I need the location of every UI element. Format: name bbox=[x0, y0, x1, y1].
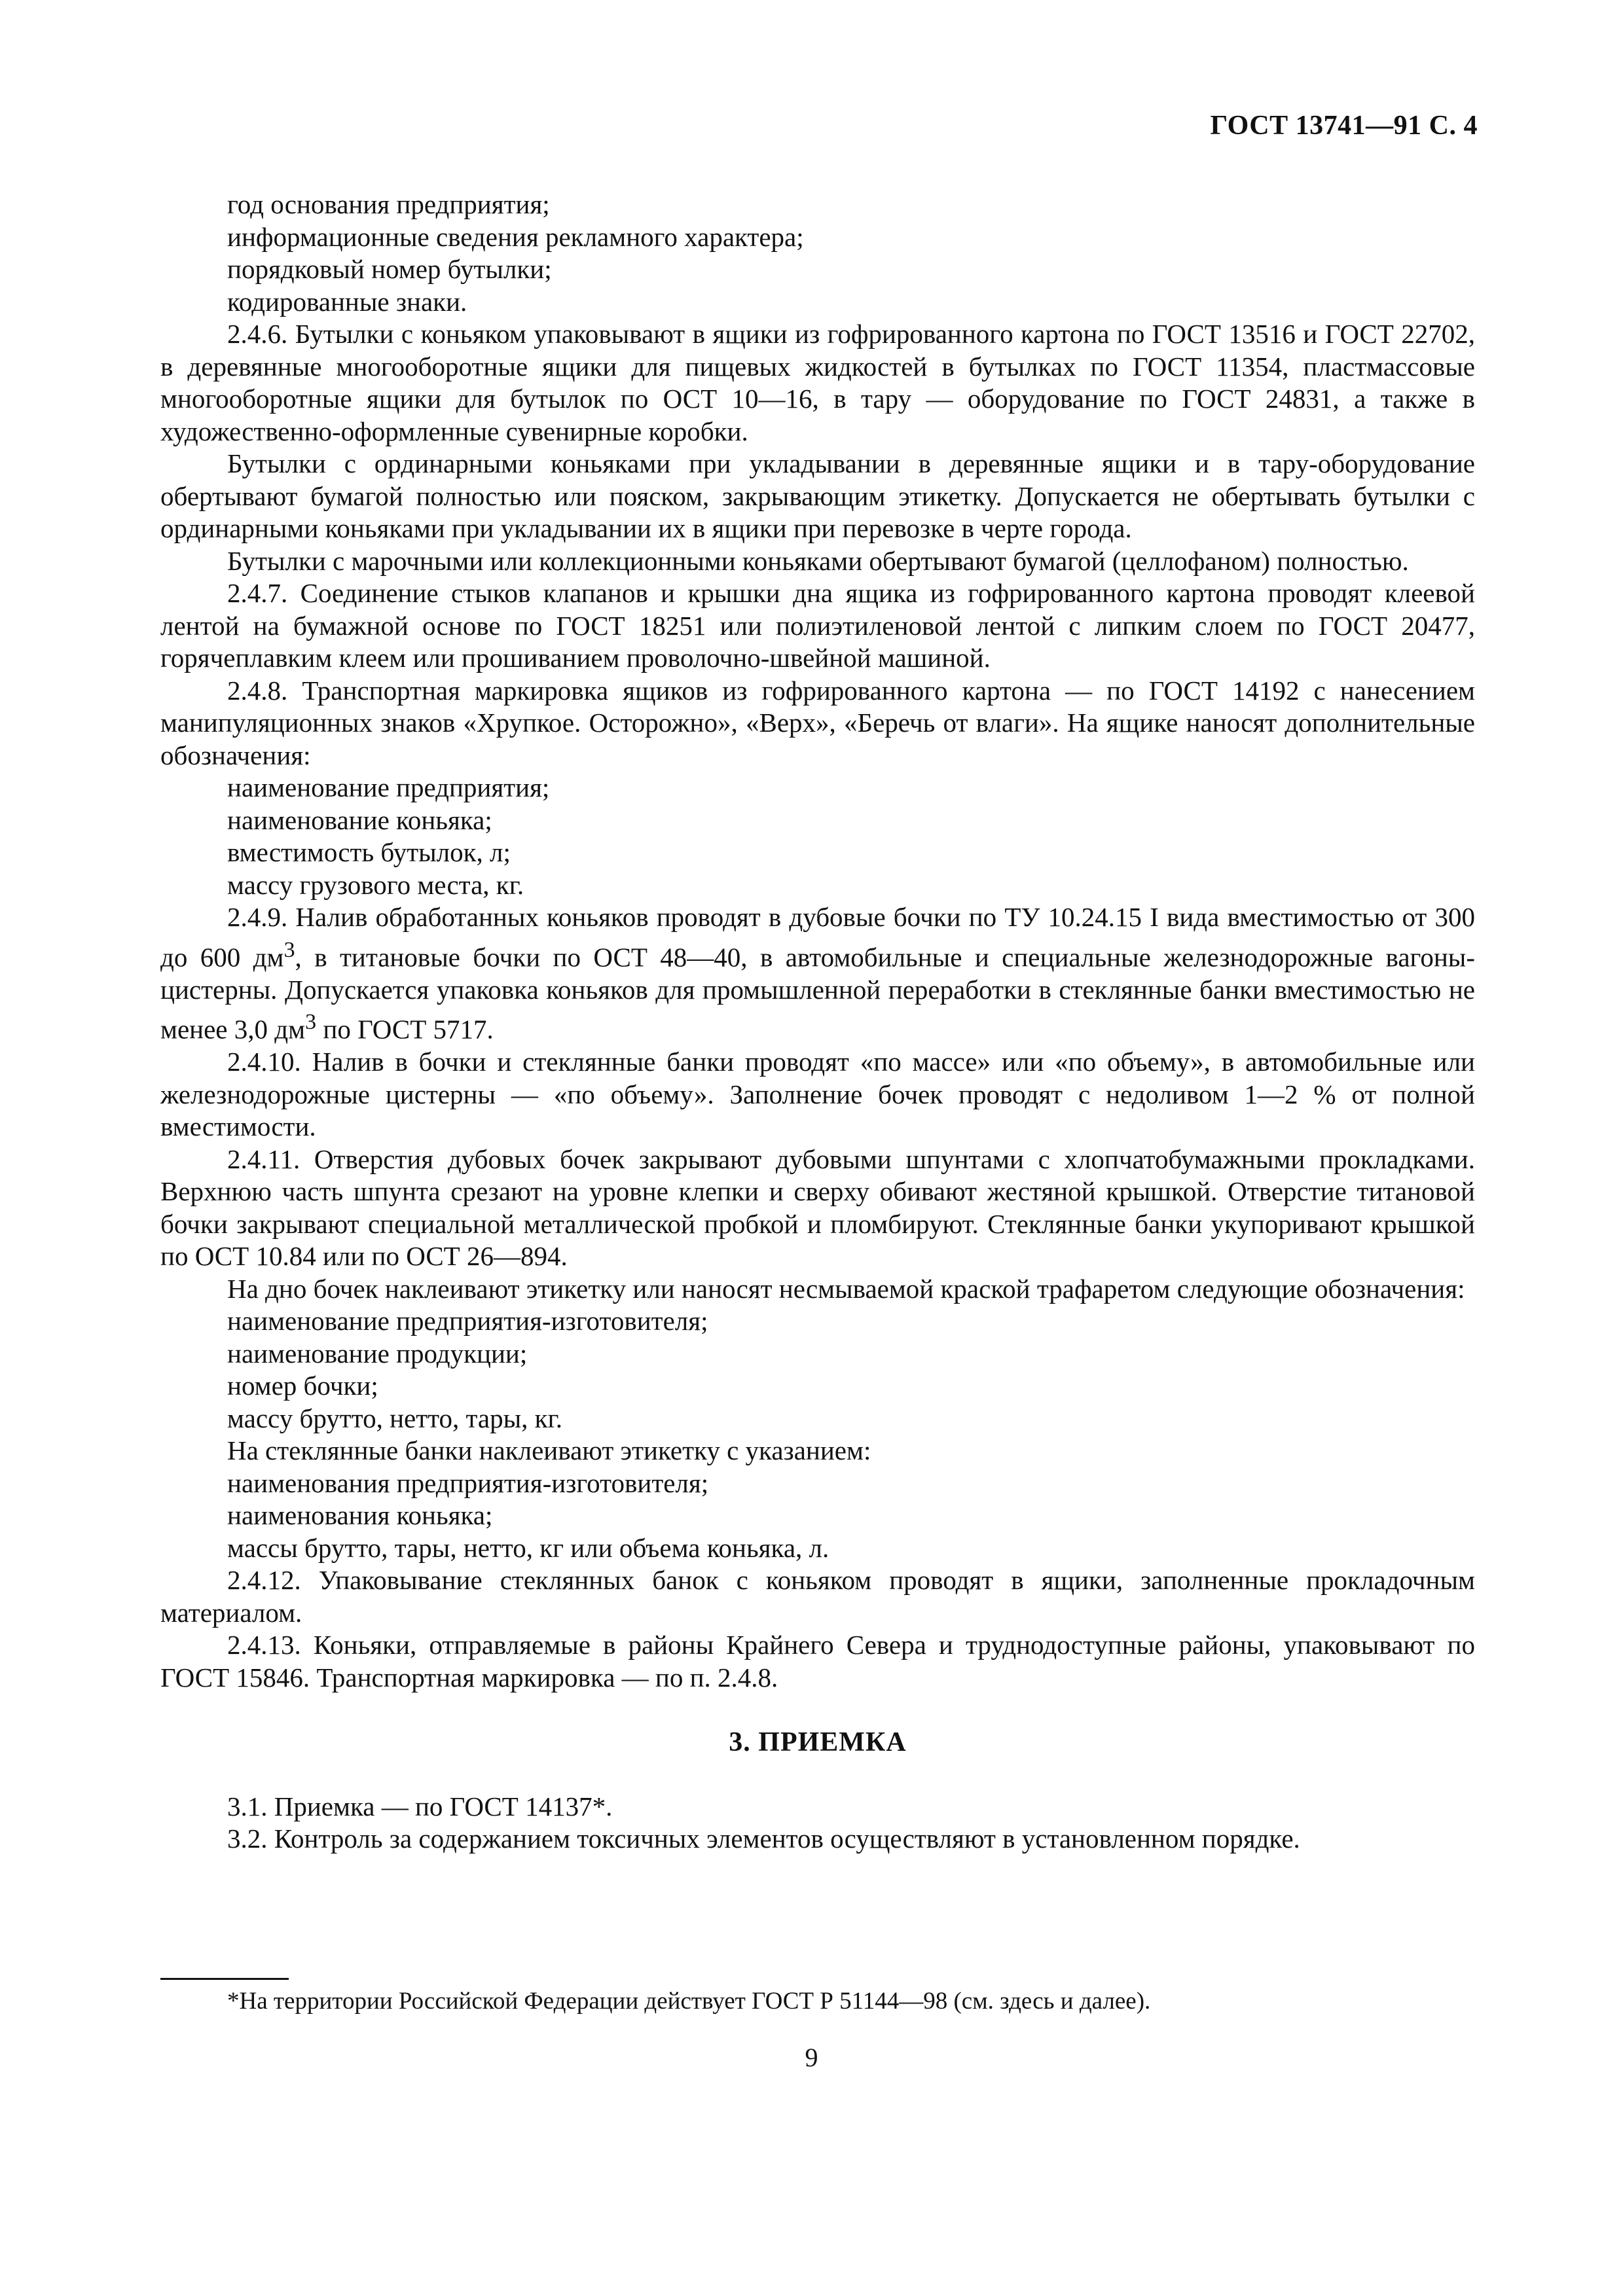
paragraph-2-4-9 bbox=[160, 901, 1475, 1046]
document-body bbox=[160, 188, 1475, 1856]
footnote: *На территории Российской Федерации действует ГОСТ Р 51144—98 (см. здесь и далее). bbox=[227, 1988, 1151, 2015]
list-item: порядковый номер бутылки; bbox=[227, 254, 552, 284]
list-item: номер бочки; bbox=[227, 1371, 378, 1401]
list-item: массы брутто, тары, нетто, кг или объема коньяка, л. bbox=[227, 1532, 830, 1563]
paragraph-2-4-9-part-c: по ГОСТ 5717. bbox=[316, 1014, 494, 1045]
paragraph-2-4-8: 2.4.8. Транспортная маркировка ящиков из гофрированного картона — по ГОСТ 14192 с нанесением манипуляционных знаков «Хрупкое. Осторожно», «Верх», «Беречь от влаги». На ящике наносят дополнительные обозначения: bbox=[160, 675, 1475, 770]
paragraph-3-2: 3.2. Контроль за содержанием токсичных элементов осуществляют в установленном порядке. bbox=[227, 1823, 1300, 1854]
paragraph-2-4-6: 2.4.6. Бутылки с коньяком упаковывают в ящики из гофрированного картона по ГОСТ 13516 и ГОСТ 22702, в деревянные многооборотные ящики для пищевых жидкостей в бутылках по ГОСТ 11354, пластмассовые многооборотные ящики для бутылок по ОСТ 10—16, в тару — оборудование по ГОСТ 24831, а также в художественно-оформленные сувенирные коробки. bbox=[160, 319, 1475, 446]
list-item: информационные сведения рекламного характера; bbox=[227, 221, 804, 252]
paragraph-3-1: 3.1. Приемка — по ГОСТ 14137*. bbox=[227, 1791, 613, 1821]
paragraph-2-4-13: 2.4.13. Коньяки, отправляемые в районы Крайнего Севера и труднодоступные районы, упаковывают по ГОСТ 15846. Транспортная маркировка — по п. 2.4.8. bbox=[160, 1630, 1475, 1693]
superscript-3: 3 bbox=[305, 1010, 317, 1035]
list-item: массу брутто, нетто, тары, кг. bbox=[227, 1403, 563, 1433]
list-item: наименования предприятия-изготовителя; bbox=[227, 1467, 709, 1498]
footnote-divider bbox=[160, 1978, 289, 1980]
paragraph-2-4-9-part-a: 2.4.9. Налив обработанных коньяков проводят в дубовые бочки по ТУ 10.24.15 I вида вместимостью от 300 до 600 дм bbox=[160, 902, 1475, 973]
paragraph-bottom-label: На дно бочек наклеивают этикетку или наносят несмываемой краской трафаретом следующие обозначения: bbox=[227, 1273, 1465, 1304]
list-item: кодированные знаки. bbox=[227, 286, 467, 317]
list-item: массу грузового места, кг. bbox=[227, 869, 524, 900]
superscript-3: 3 bbox=[283, 937, 295, 962]
page-header: ГОСТ 13741—91 С. 4 bbox=[1210, 111, 1478, 141]
list-item: наименование предприятия; bbox=[227, 772, 550, 802]
list-item: наименования коньяка; bbox=[227, 1500, 493, 1531]
section-title: 3. ПРИЕМКА bbox=[729, 1727, 907, 1758]
page-number: 9 bbox=[805, 2043, 818, 2072]
paragraph-2-4-7: 2.4.7. Соединение стыков клапанов и крышки дна ящика из гофрированного картона проводят клеевой лентой на бумажной основе по ГОСТ 18251 или полиэтиленовой лентой с липким слоем по ГОСТ 20477, горячеплавким клеем или прошиванием проволочно-швейной машиной. bbox=[160, 578, 1475, 673]
list-item: наименование продукции; bbox=[227, 1338, 528, 1369]
paragraph-wrap-vintage: Бутылки с марочными или коллекционными коньяками обертывают бумагой (целлофаном) полностью. bbox=[227, 545, 1409, 576]
paragraph-wrap-ordinary: Бутылки с ординарными коньяками при укладывании в деревянные ящики и в тару-оборудование обертывают бумагой полностью или пояском, закрывающим этикетку. Допускается не обертывать бутылки с ординарными коньяками при укладывании их в ящики при перевозке в черте города. bbox=[160, 448, 1475, 543]
paragraph-2-4-12: 2.4.12. Упаковывание стеклянных банок с коньяком проводят в ящики, заполненные прокладочным материалом. bbox=[160, 1565, 1475, 1628]
list-item: наименование коньяка; bbox=[227, 804, 492, 835]
list-item: На стеклянные банки наклеивают этикетку с указанием: bbox=[227, 1435, 871, 1466]
list-item: вместимость бутылок, л; bbox=[227, 837, 511, 867]
paragraph-2-4-10: 2.4.10. Налив в бочки и стеклянные банки проводят «по массе» или «по объему», в автомобильные или железнодорожные цистерны — «по объему». Заполнение бочек проводят с недоливом 1—2 % от полной вместимости. bbox=[160, 1047, 1475, 1142]
paragraph-2-4-9-part-b: , в титановые бочки по ОСТ 48—40, в автомобильные и специальные железнодорожные вагоны-цистерны. Допускается упаковка коньяков для промышленной переработки в стеклянные банки вместимостью не менее 3,0 дм bbox=[160, 942, 1475, 1045]
list-item: наименование предприятия-изготовителя; bbox=[227, 1306, 708, 1336]
paragraph-2-4-11: 2.4.11. Отверстия дубовых бочек закрывают дубовыми шпунтами с хлопчатобумажными прокладками. Верхнюю часть шпунта срезают на уровне клепки и сверху обивают жестяной крышкой. Отверстие титановой бочки закрывают специальной металлической пробкой и пломбируют. Стеклянные банки укупоривают крышкой по ОСТ 10.84 или по ОСТ 26—894. bbox=[160, 1143, 1475, 1272]
list-item: год основания предприятия; bbox=[227, 189, 550, 219]
